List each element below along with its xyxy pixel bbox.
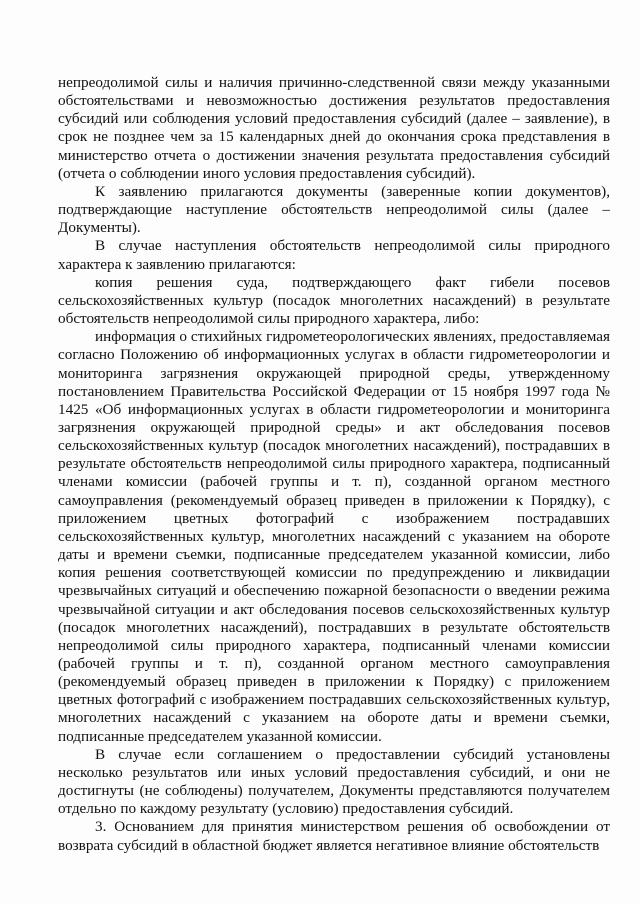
paragraph-natural-force-majeure: В случае наступления обстоятельств непреодолимой силы природного характера к заявлению прилагаются: — [58, 237, 610, 273]
paragraph-section-3: 3. Основанием для принятия министерством решения об освобождении от возврата субсидий в областной бюджет является негативное влияние обстоятельств — [58, 818, 610, 854]
paragraph-court-decision-copy: копия решения суда, подтверждающего факт гибели посевов сельскохозяйственных культур (посадок многолетних насаждений) в результате обстоятельств непреодолимой силы природного характера, либо: — [58, 273, 610, 328]
document-body — [58, 74, 610, 855]
paragraph-force-majeure-application: непреодолимой силы и наличия причинно-следственной связи между указанными обстоятельствами и невозможностью достижения результатов предоставления субсидий или соблюдения условий предоставления субсидий (далее – заявление), в срок не позднее чем за 15 календарных дней до окончания срока представления в министерство отчета о достижении значения результата предоставления субсидий (отчета о соблюдении иного условия предоставления субсидий). — [58, 74, 610, 182]
paragraph-hydrometeorological-info: информация о стихийных гидрометеорологических явлениях, предоставляемая согласно Положению об информационных услугах в области гидрометеорологии и мониторинга загрязнения окружающей природной среды, утвержденному постановлением Правительства Российской Федерации от 15 ноября 1997 года № 1425 «Об информационных услугах в области гидрометеорологии и мониторинга загрязнения окружающей природной среды» и акт обследования посевов сельскохозяйственных культур (посадок многолетних насаждений), пострадавших в результате обстоятельств непреодолимой силы природного характера, подписанный членами комиссии (рабочей группы и т. п), созданной органом местного самоуправления (рекомендуемый образец приведен в приложении к Порядку), с приложением цветных фотографий с изображением пострадавших сельскохозяйственных культур, многолетних насаждений с указанием на обороте даты и времени съемки, подписанные председателем указанной комиссии, либо копия решения соответствующей комиссии по предупреждению и ликвидации чрезвычайных ситуаций и обеспечению пожарной безопасности о введении режима чрезвычайной ситуации и акт обследования посевов сельскохозяйственных культур (посадок многолетних насаждений), пострадавших в результате обстоятельств непреодолимой силы природного характера, подписанный членами комиссии (рабочей группы и т. п), созданной органом местного самоуправления (рекомендуемый образец приведен в приложении к Порядку) с приложением цветных фотографий с изображением пострадавших сельскохозяйственных культур, многолетних насаждений с указанием на обороте даты и времени съемки, подписанные председателем указанной комиссии. — [58, 328, 610, 745]
paragraph-multiple-results: В случае если соглашением о предоставлении субсидий установлены несколько результатов или иных условий предоставления субсидий, и они не достигнуты (не соблюдены) получателем, Документы представляются получателем отдельно по каждому результату (условию) предоставления субсидий. — [58, 745, 610, 818]
paragraph-attached-documents: К заявлению прилагаются документы (заверенные копии документов), подтверждающие наступление обстоятельств непреодолимой силы (далее – Документы). — [58, 182, 610, 237]
